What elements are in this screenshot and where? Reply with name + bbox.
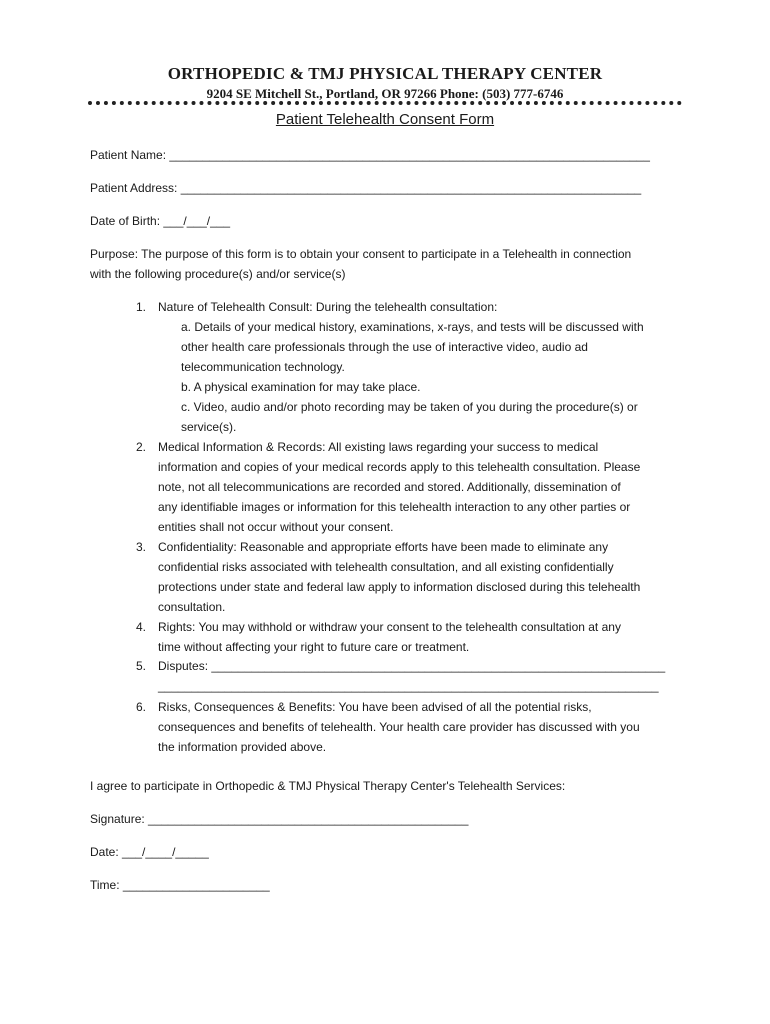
org-name: ORTHOPEDIC & TMJ PHYSICAL THERAPY CENTER <box>167 64 603 83</box>
list-item-records: entities shall not occur without your consent. <box>158 520 394 534</box>
date-of-birth-field[interactable]: Date of Birth: ___/___/___ <box>90 214 231 228</box>
list-item-rights: Rights: You may withhold or withdraw your consent to the telehealth consultation at any <box>158 620 621 634</box>
list-item-risks: consequences and benefits of telehealth. Your health care provider has discussed with you <box>158 720 640 734</box>
list-subitem-a: telecommunication technology. <box>181 360 345 374</box>
item-number: 6. <box>136 700 147 714</box>
list-item-records: any identifiable images or information for this telehealth interaction to any other parties or <box>158 500 631 514</box>
disputes-field[interactable]: Disputes: ____________________________________________________________________ <box>158 659 666 673</box>
item-number: 1. <box>136 300 147 314</box>
patient-address-field[interactable]: Patient Address: _____________________________________________________________________ <box>90 181 642 195</box>
form-title: Patient Telehealth Consent Form <box>275 111 495 128</box>
header-divider <box>88 101 682 105</box>
disputes-field[interactable]: ___________________________________________________________________________ <box>158 679 659 693</box>
item-number: 2. <box>136 440 147 454</box>
purpose-text: Purpose: The purpose of this form is to obtain your consent to participate in a Telehealth in connection <box>90 247 632 261</box>
list-item-nature: Nature of Telehealth Consult: During the telehealth consultation: <box>158 300 498 314</box>
list-item-risks: Risks, Consequences & Benefits: You have been advised of all the potential risks, <box>158 700 592 714</box>
agreement-text: I agree to participate in Orthopedic & TMJ Physical Therapy Center's Telehealth Services: <box>90 779 566 793</box>
list-subitem-a: a. Details of your medical history, examinations, x-rays, and tests will be discussed with <box>181 320 644 334</box>
time-field[interactable]: Time: ______________________ <box>90 878 270 892</box>
item-number: 5. <box>136 659 147 673</box>
org-address: 9204 SE Mitchell St., Portland, OR 97266 Phone: (503) 777-6746 <box>206 86 564 101</box>
list-item-records: note, not all telecommunications are recorded and stored. Additionally, dissemination of <box>158 480 621 494</box>
list-subitem-b: b. A physical examination for may take place. <box>181 380 421 394</box>
list-item-rights: time without affecting your right to future care or treatment. <box>158 640 470 654</box>
item-number: 3. <box>136 540 147 554</box>
list-item-records: Medical Information & Records: All existing laws regarding your success to medical <box>158 440 599 454</box>
list-item-confidentiality: consultation. <box>158 600 226 614</box>
list-item-confidentiality: Confidentiality: Reasonable and appropriate efforts have been made to eliminate any <box>158 540 609 554</box>
item-number: 4. <box>136 620 147 634</box>
date-field[interactable]: Date: ___/____/_____ <box>90 845 209 859</box>
list-subitem-c: c. Video, audio and/or photo recording may be taken of you during the procedure(s) or <box>181 400 638 414</box>
list-item-records: information and copies of your medical records apply to this telehealth consultation. Please <box>158 460 641 474</box>
list-item-confidentiality: confidential risks associated with telehealth consultation, and all existing confidentially <box>158 560 614 574</box>
signature-field[interactable]: Signature: ________________________________________________ <box>90 812 469 826</box>
list-subitem-a: other health care professionals through the use of interactive video, audio ad <box>181 340 588 354</box>
list-subitem-c: service(s). <box>181 420 237 434</box>
purpose-text: with the following procedure(s) and/or service(s) <box>90 267 346 281</box>
patient-name-field[interactable]: Patient Name: ________________________________________________________________________ <box>90 148 650 162</box>
list-item-risks: the information provided above. <box>158 740 327 754</box>
list-item-confidentiality: protections under state and federal law apply to information disclosed during this telehealth <box>158 580 641 594</box>
